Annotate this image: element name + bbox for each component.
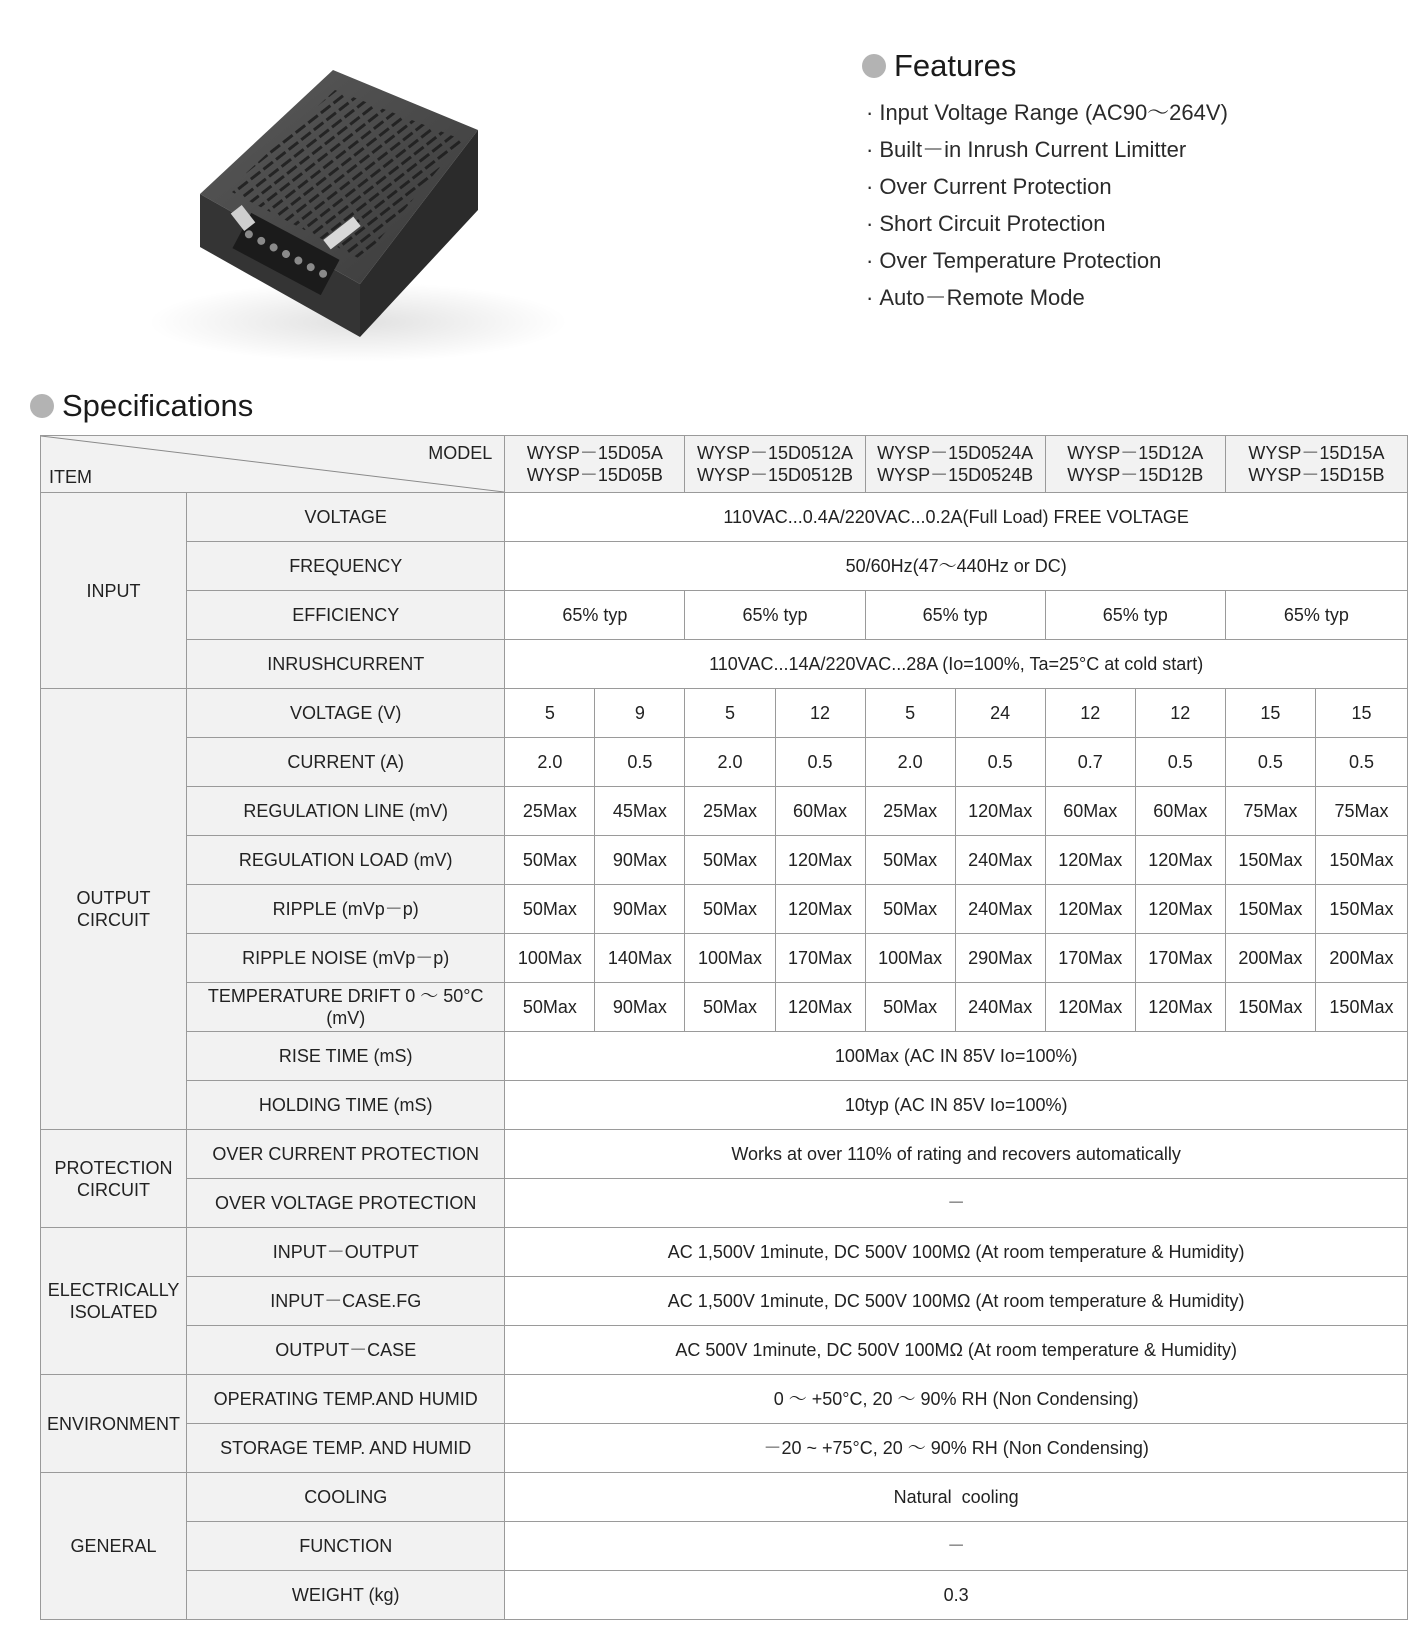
row-value: 150Max <box>1315 885 1407 934</box>
model-header: MODEL <box>428 443 493 463</box>
table-row <box>41 787 1408 836</box>
row-value: 150Max <box>1225 836 1315 885</box>
category-output-circuit: OUTPUT CIRCUIT <box>41 689 187 1130</box>
row-value: －20 ~ +75°C, 20 ～ 90% RH (Non Condensing) <box>505 1424 1408 1473</box>
row-value: 120Max <box>1135 983 1225 1032</box>
row-value: 5 <box>685 689 775 738</box>
row-value: 100Max <box>505 934 595 983</box>
row-label: HOLDING TIME (mS) <box>187 1081 505 1130</box>
row-value: 12 <box>1135 689 1225 738</box>
row-value: 60Max <box>1045 787 1135 836</box>
row-value: 65% typ <box>1045 591 1225 640</box>
row-value: 240Max <box>955 836 1045 885</box>
category-general: GENERAL <box>41 1473 187 1620</box>
bullet-dot-icon <box>30 394 54 418</box>
table-row <box>41 493 1408 542</box>
row-value: 25Max <box>685 787 775 836</box>
row-label: FREQUENCY <box>187 542 505 591</box>
row-value: 200Max <box>1225 934 1315 983</box>
category-environment: ENVIRONMENT <box>41 1375 187 1473</box>
model-column-header: WYSP－15D0524A WYSP－15D0524B <box>865 436 1045 493</box>
table-row <box>41 1277 1408 1326</box>
table-row <box>41 640 1408 689</box>
row-label: VOLTAGE <box>187 493 505 542</box>
table-row <box>41 885 1408 934</box>
row-value: 0.5 <box>775 738 865 787</box>
row-value: 25Max <box>865 787 955 836</box>
row-value: 100Max (AC IN 85V Io=100%) <box>505 1032 1408 1081</box>
table-row <box>41 1473 1408 1522</box>
table-row <box>41 1179 1408 1228</box>
row-value: 170Max <box>1135 934 1225 983</box>
row-value: 50Max <box>685 983 775 1032</box>
row-value: 10typ (AC IN 85V Io=100%) <box>505 1081 1408 1130</box>
row-value: 100Max <box>865 934 955 983</box>
table-row <box>41 1032 1408 1081</box>
model-column-header: WYSP－15D12A WYSP－15D12B <box>1045 436 1225 493</box>
row-value: 50Max <box>505 983 595 1032</box>
specifications-table <box>40 435 1408 1620</box>
category-protection-circuit: PROTECTION CIRCUIT <box>41 1130 187 1228</box>
row-value: 200Max <box>1315 934 1407 983</box>
row-label: COOLING <box>187 1473 505 1522</box>
row-value: AC 500V 1minute, DC 500V 100MΩ (At room temperature & Humidity) <box>505 1326 1408 1375</box>
row-value: Works at over 110% of rating and recovers automatically <box>505 1130 1408 1179</box>
row-value: 240Max <box>955 885 1045 934</box>
features-title: Features <box>894 48 1017 83</box>
row-value: 2.0 <box>685 738 775 787</box>
row-value: 120Max <box>775 983 865 1032</box>
feature-item: · Short Circuit Protection <box>866 211 1106 236</box>
model-column-header: WYSP－15D05A WYSP－15D05B <box>505 436 685 493</box>
row-value: 25Max <box>505 787 595 836</box>
row-label: RISE TIME (mS) <box>187 1032 505 1081</box>
row-value: 60Max <box>1135 787 1225 836</box>
row-value: 150Max <box>1315 983 1407 1032</box>
table-row <box>41 1424 1408 1473</box>
row-value: 5 <box>505 689 595 738</box>
row-label: INPUT－CASE.FG <box>187 1277 505 1326</box>
row-label: CURRENT (A) <box>187 738 505 787</box>
table-row <box>41 1130 1408 1179</box>
table-row <box>41 836 1408 885</box>
table-row <box>41 738 1408 787</box>
row-value: 65% typ <box>1225 591 1407 640</box>
row-value: 90Max <box>595 983 685 1032</box>
row-value: Natural cooling <box>505 1473 1408 1522</box>
row-value: 50Max <box>865 885 955 934</box>
row-label: STORAGE TEMP. AND HUMID <box>187 1424 505 1473</box>
features-list <box>866 94 1228 316</box>
table-row <box>41 542 1408 591</box>
model-column-header: WYSP－15D15A WYSP－15D15B <box>1225 436 1407 493</box>
product-image <box>128 22 588 372</box>
table-row <box>41 591 1408 640</box>
feature-item: · Over Current Protection <box>866 174 1112 199</box>
row-value: 5 <box>865 689 955 738</box>
row-value: 0.5 <box>1135 738 1225 787</box>
row-label: OVER VOLTAGE PROTECTION <box>187 1179 505 1228</box>
specifications-heading <box>30 388 253 424</box>
row-value: 170Max <box>775 934 865 983</box>
row-value: 0.5 <box>955 738 1045 787</box>
row-value: － <box>505 1522 1408 1571</box>
row-label: EFFICIENCY <box>187 591 505 640</box>
row-value: 0.5 <box>595 738 685 787</box>
feature-item: · Built－in Inrush Current Limitter <box>866 137 1187 162</box>
row-value: 15 <box>1225 689 1315 738</box>
row-value: 120Max <box>775 885 865 934</box>
row-value: 50Max <box>505 885 595 934</box>
row-value: 0.5 <box>1225 738 1315 787</box>
row-value: 0 ～ +50°C, 20 ～ 90% RH (Non Condensing) <box>505 1375 1408 1424</box>
row-value: AC 1,500V 1minute, DC 500V 100MΩ (At room temperature & Humidity) <box>505 1277 1408 1326</box>
row-value: 12 <box>1045 689 1135 738</box>
specifications-title: Specifications <box>62 388 254 423</box>
feature-item: · Over Temperature Protection <box>866 248 1162 273</box>
row-value: 290Max <box>955 934 1045 983</box>
table-row <box>41 1522 1408 1571</box>
feature-item: · Input Voltage Range (AC90～264V) <box>866 100 1228 125</box>
row-value: 240Max <box>955 983 1045 1032</box>
row-label: WEIGHT (kg) <box>187 1571 505 1620</box>
row-value: 50Max <box>865 983 955 1032</box>
features-heading <box>862 48 1228 84</box>
row-value: 50Max <box>505 836 595 885</box>
features-section <box>862 48 1228 316</box>
row-value: 170Max <box>1045 934 1135 983</box>
category-input: INPUT <box>41 493 187 689</box>
row-value: 9 <box>595 689 685 738</box>
table-row <box>41 1375 1408 1424</box>
row-value: 120Max <box>1045 885 1135 934</box>
row-value: 65% typ <box>865 591 1045 640</box>
bullet-dot-icon <box>862 54 886 78</box>
item-header: ITEM <box>49 467 92 487</box>
table-row <box>41 689 1408 738</box>
row-value: 45Max <box>595 787 685 836</box>
row-label: RIPPLE NOISE (mVp－p) <box>187 934 505 983</box>
row-value: 150Max <box>1315 836 1407 885</box>
table-header-row <box>41 436 1408 493</box>
row-value: 120Max <box>1045 836 1135 885</box>
row-value: 75Max <box>1225 787 1315 836</box>
row-label: RIPPLE (mVp－p) <box>187 885 505 934</box>
row-value: 12 <box>775 689 865 738</box>
table-row <box>41 934 1408 983</box>
row-label: INRUSHCURRENT <box>187 640 505 689</box>
row-value: 140Max <box>595 934 685 983</box>
table-row <box>41 983 1408 1032</box>
row-value: 120Max <box>775 836 865 885</box>
row-value: 24 <box>955 689 1045 738</box>
row-value: 50/60Hz(47～440Hz or DC) <box>505 542 1408 591</box>
row-value: － <box>505 1179 1408 1228</box>
row-value: 50Max <box>865 836 955 885</box>
row-value: 120Max <box>955 787 1045 836</box>
row-value: 120Max <box>1135 836 1225 885</box>
row-value: 110VAC...14A/220VAC...28A (Io=100%, Ta=25°C at cold start) <box>505 640 1408 689</box>
row-value: 100Max <box>685 934 775 983</box>
row-value: 110VAC...0.4A/220VAC...0.2A(Full Load) FREE VOLTAGE <box>505 493 1408 542</box>
row-label: OVER CURRENT PROTECTION <box>187 1130 505 1179</box>
table-row <box>41 1571 1408 1620</box>
category-electrically-isolated: ELECTRICALLY ISOLATED <box>41 1228 187 1375</box>
row-value: 0.5 <box>1315 738 1407 787</box>
row-value: 65% typ <box>505 591 685 640</box>
row-label: OUTPUT－CASE <box>187 1326 505 1375</box>
row-value: 2.0 <box>505 738 595 787</box>
row-value: 65% typ <box>685 591 865 640</box>
row-value: 120Max <box>1045 983 1135 1032</box>
table-row <box>41 1081 1408 1130</box>
row-value: 75Max <box>1315 787 1407 836</box>
row-value: 120Max <box>1135 885 1225 934</box>
row-value: 90Max <box>595 885 685 934</box>
row-value: 60Max <box>775 787 865 836</box>
model-column-header: WYSP－15D0512A WYSP－15D0512B <box>685 436 865 493</box>
row-value: 150Max <box>1225 983 1315 1032</box>
row-label: OPERATING TEMP.AND HUMID <box>187 1375 505 1424</box>
row-label: REGULATION LOAD (mV) <box>187 836 505 885</box>
row-value: AC 1,500V 1minute, DC 500V 100MΩ (At room temperature & Humidity) <box>505 1228 1408 1277</box>
table-row <box>41 1326 1408 1375</box>
row-value: 90Max <box>595 836 685 885</box>
row-value: 150Max <box>1225 885 1315 934</box>
row-value: 2.0 <box>865 738 955 787</box>
row-label: VOLTAGE (V) <box>187 689 505 738</box>
model-item-corner <box>41 436 505 493</box>
row-label: INPUT－OUTPUT <box>187 1228 505 1277</box>
row-label: FUNCTION <box>187 1522 505 1571</box>
row-value: 15 <box>1315 689 1407 738</box>
row-value: 50Max <box>685 836 775 885</box>
row-value: 0.7 <box>1045 738 1135 787</box>
row-value: 50Max <box>685 885 775 934</box>
row-label: REGULATION LINE (mV) <box>187 787 505 836</box>
row-label: TEMPERATURE DRIFT 0 ～ 50°C (mV) <box>187 983 505 1032</box>
feature-item: · Auto－Remote Mode <box>866 285 1085 310</box>
row-value: 0.3 <box>505 1571 1408 1620</box>
table-row <box>41 1228 1408 1277</box>
